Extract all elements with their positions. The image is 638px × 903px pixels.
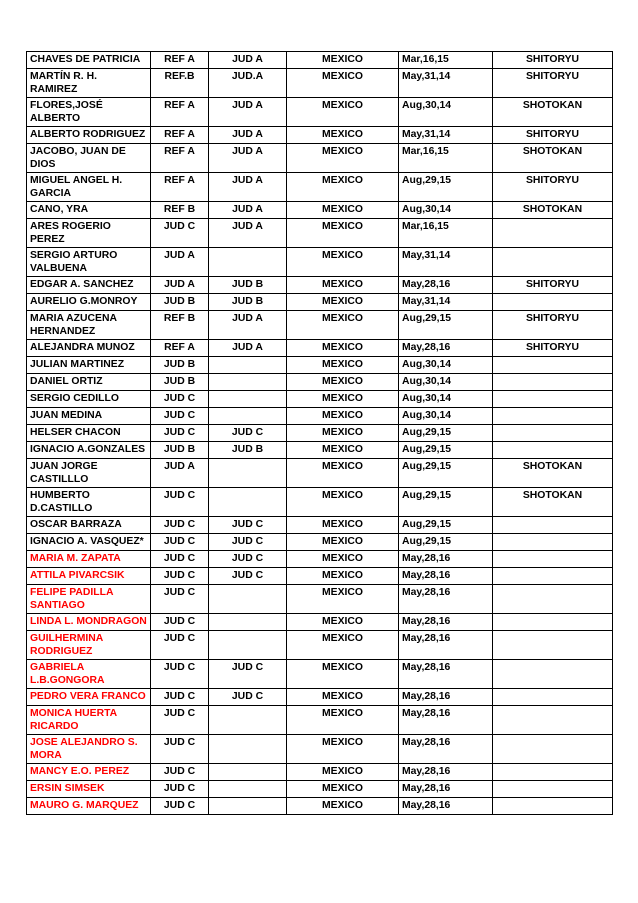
primary-rank-cell: JUD B xyxy=(151,374,209,391)
primary-rank-cell: JUD C xyxy=(151,798,209,815)
secondary-rank-cell: JUD C xyxy=(209,425,287,442)
exam-date-cell: Aug,30,14 xyxy=(399,98,493,127)
karate-style-cell xyxy=(493,614,613,631)
country-cell: MEXICO xyxy=(287,442,399,459)
karate-style-cell xyxy=(493,689,613,706)
referee-name-cell: ALEJANDRA MUNOZ xyxy=(27,340,151,357)
secondary-rank-cell xyxy=(209,614,287,631)
secondary-rank-cell xyxy=(209,798,287,815)
referee-name-cell: MARTÍN R. H. RAMIREZ xyxy=(27,69,151,98)
country-cell: MEXICO xyxy=(287,706,399,735)
country-cell: MEXICO xyxy=(287,127,399,144)
country-cell: MEXICO xyxy=(287,781,399,798)
country-cell: MEXICO xyxy=(287,689,399,706)
karate-style-cell: SHITORYU xyxy=(493,311,613,340)
primary-rank-cell: JUD B xyxy=(151,294,209,311)
secondary-rank-cell xyxy=(209,488,287,517)
table-row xyxy=(27,340,613,357)
country-cell: MEXICO xyxy=(287,357,399,374)
referee-name-cell: MAURO G. MARQUEZ xyxy=(27,798,151,815)
country-cell: MEXICO xyxy=(287,52,399,69)
secondary-rank-cell: JUD B xyxy=(209,277,287,294)
karate-style-cell xyxy=(493,357,613,374)
referee-name-cell: SERGIO ARTURO VALBUENA xyxy=(27,248,151,277)
exam-date-cell: Aug,29,15 xyxy=(399,173,493,202)
karate-style-cell xyxy=(493,408,613,425)
referee-name-cell: MANCY E.O. PEREZ xyxy=(27,764,151,781)
secondary-rank-cell: JUD A xyxy=(209,173,287,202)
exam-date-cell: Aug,30,14 xyxy=(399,408,493,425)
karate-style-cell: SHOTOKAN xyxy=(493,488,613,517)
country-cell: MEXICO xyxy=(287,425,399,442)
primary-rank-cell: REF A xyxy=(151,127,209,144)
primary-rank-cell: JUD B xyxy=(151,357,209,374)
primary-rank-cell: JUD C xyxy=(151,534,209,551)
exam-date-cell: Aug,29,15 xyxy=(399,311,493,340)
referee-name-cell: JUAN JORGE CASTILLLO xyxy=(27,459,151,488)
exam-date-cell: May,28,16 xyxy=(399,614,493,631)
secondary-rank-cell xyxy=(209,357,287,374)
primary-rank-cell: JUD C xyxy=(151,517,209,534)
country-cell: MEXICO xyxy=(287,202,399,219)
primary-rank-cell: JUD C xyxy=(151,706,209,735)
country-cell: MEXICO xyxy=(287,248,399,277)
exam-date-cell: Aug,29,15 xyxy=(399,442,493,459)
referee-name-cell: FELIPE PADILLA SANTIAGO xyxy=(27,585,151,614)
referee-name-cell: ERSIN SIMSEK xyxy=(27,781,151,798)
table-row xyxy=(27,408,613,425)
referee-name-cell: IGNACIO A. VASQUEZ* xyxy=(27,534,151,551)
table-row xyxy=(27,294,613,311)
secondary-rank-cell: JUD C xyxy=(209,689,287,706)
country-cell: MEXICO xyxy=(287,614,399,631)
exam-date-cell: May,28,16 xyxy=(399,735,493,764)
exam-date-cell: Aug,30,14 xyxy=(399,202,493,219)
referee-name-cell: HUMBERTO D.CASTILLO xyxy=(27,488,151,517)
karate-style-cell xyxy=(493,425,613,442)
primary-rank-cell: REF A xyxy=(151,144,209,173)
referee-name-cell: ARES ROGERIO PEREZ xyxy=(27,219,151,248)
referee-name-cell: LINDA L. MONDRAGON xyxy=(27,614,151,631)
country-cell: MEXICO xyxy=(287,144,399,173)
table-row xyxy=(27,798,613,815)
primary-rank-cell: JUD C xyxy=(151,614,209,631)
country-cell: MEXICO xyxy=(287,488,399,517)
primary-rank-cell: JUD C xyxy=(151,585,209,614)
karate-style-cell: SHITORYU xyxy=(493,173,613,202)
table-row xyxy=(27,568,613,585)
table-row xyxy=(27,277,613,294)
table-row xyxy=(27,781,613,798)
referee-name-cell: MARIA M. ZAPATA xyxy=(27,551,151,568)
table-row xyxy=(27,534,613,551)
table-row xyxy=(27,585,613,614)
exam-date-cell: Mar,16,15 xyxy=(399,52,493,69)
primary-rank-cell: JUD C xyxy=(151,425,209,442)
table-row xyxy=(27,173,613,202)
secondary-rank-cell: JUD A xyxy=(209,52,287,69)
primary-rank-cell: REF.B xyxy=(151,69,209,98)
primary-rank-cell: JUD C xyxy=(151,551,209,568)
karate-style-cell xyxy=(493,764,613,781)
exam-date-cell: May,28,16 xyxy=(399,340,493,357)
exam-date-cell: May,28,16 xyxy=(399,706,493,735)
country-cell: MEXICO xyxy=(287,568,399,585)
secondary-rank-cell: JUD A xyxy=(209,98,287,127)
primary-rank-cell: JUD A xyxy=(151,459,209,488)
country-cell: MEXICO xyxy=(287,408,399,425)
referee-name-cell: SERGIO CEDILLO xyxy=(27,391,151,408)
exam-date-cell: May,28,16 xyxy=(399,764,493,781)
primary-rank-cell: JUD C xyxy=(151,689,209,706)
exam-date-cell: May,31,14 xyxy=(399,294,493,311)
table-row xyxy=(27,391,613,408)
exam-date-cell: May,28,16 xyxy=(399,689,493,706)
exam-date-cell: Aug,30,14 xyxy=(399,391,493,408)
referee-name-cell: JACOBO, JUAN DE DIOS xyxy=(27,144,151,173)
karate-style-cell xyxy=(493,391,613,408)
primary-rank-cell: REF A xyxy=(151,98,209,127)
primary-rank-cell: JUD C xyxy=(151,219,209,248)
secondary-rank-cell: JUD A xyxy=(209,340,287,357)
secondary-rank-cell: JUD C xyxy=(209,517,287,534)
primary-rank-cell: REF A xyxy=(151,52,209,69)
karate-style-cell: SHOTOKAN xyxy=(493,202,613,219)
secondary-rank-cell: JUD A xyxy=(209,202,287,219)
table-row xyxy=(27,248,613,277)
referee-table xyxy=(26,51,613,815)
referee-name-cell: ALBERTO RODRIGUEZ xyxy=(27,127,151,144)
table-row xyxy=(27,706,613,735)
referee-name-cell: FLORES,JOSÉ ALBERTO xyxy=(27,98,151,127)
country-cell: MEXICO xyxy=(287,277,399,294)
country-cell: MEXICO xyxy=(287,294,399,311)
country-cell: MEXICO xyxy=(287,340,399,357)
secondary-rank-cell: JUD B xyxy=(209,442,287,459)
country-cell: MEXICO xyxy=(287,551,399,568)
table-row xyxy=(27,144,613,173)
exam-date-cell: May,28,16 xyxy=(399,551,493,568)
table-row xyxy=(27,202,613,219)
country-cell: MEXICO xyxy=(287,798,399,815)
table-row xyxy=(27,689,613,706)
exam-date-cell: May,28,16 xyxy=(399,631,493,660)
referee-name-cell: ATTILA PIVARCSIK xyxy=(27,568,151,585)
referee-name-cell: MARIA AZUCENA HERNANDEZ xyxy=(27,311,151,340)
karate-style-cell: SHITORYU xyxy=(493,127,613,144)
referee-name-cell: OSCAR BARRAZA xyxy=(27,517,151,534)
primary-rank-cell: JUD C xyxy=(151,568,209,585)
karate-style-cell: SHOTOKAN xyxy=(493,144,613,173)
country-cell: MEXICO xyxy=(287,219,399,248)
table-row xyxy=(27,357,613,374)
karate-style-cell: SHITORYU xyxy=(493,52,613,69)
referee-name-cell: MIGUEL ANGEL H. GARCIA xyxy=(27,173,151,202)
primary-rank-cell: JUD C xyxy=(151,735,209,764)
karate-style-cell xyxy=(493,248,613,277)
table-row xyxy=(27,459,613,488)
primary-rank-cell: JUD C xyxy=(151,660,209,689)
primary-rank-cell: REF B xyxy=(151,311,209,340)
exam-date-cell: Aug,30,14 xyxy=(399,357,493,374)
country-cell: MEXICO xyxy=(287,69,399,98)
exam-date-cell: Aug,29,15 xyxy=(399,534,493,551)
karate-style-cell xyxy=(493,585,613,614)
exam-date-cell: May,28,16 xyxy=(399,585,493,614)
secondary-rank-cell: JUD C xyxy=(209,568,287,585)
karate-style-cell xyxy=(493,706,613,735)
secondary-rank-cell: JUD A xyxy=(209,311,287,340)
karate-style-cell xyxy=(493,568,613,585)
primary-rank-cell: REF A xyxy=(151,340,209,357)
secondary-rank-cell: JUD C xyxy=(209,660,287,689)
karate-style-cell xyxy=(493,294,613,311)
exam-date-cell: Mar,16,15 xyxy=(399,219,493,248)
table-row xyxy=(27,735,613,764)
karate-style-cell xyxy=(493,517,613,534)
table-row xyxy=(27,551,613,568)
country-cell: MEXICO xyxy=(287,585,399,614)
secondary-rank-cell: JUD C xyxy=(209,551,287,568)
table-row xyxy=(27,660,613,689)
karate-style-cell: SHITORYU xyxy=(493,69,613,98)
secondary-rank-cell: JUD A xyxy=(209,127,287,144)
exam-date-cell: Aug,29,15 xyxy=(399,459,493,488)
secondary-rank-cell: JUD C xyxy=(209,534,287,551)
secondary-rank-cell xyxy=(209,735,287,764)
karate-style-cell xyxy=(493,781,613,798)
karate-style-cell xyxy=(493,735,613,764)
referee-name-cell: GUILHERMINA RODRIGUEZ xyxy=(27,631,151,660)
table-row xyxy=(27,219,613,248)
karate-style-cell xyxy=(493,631,613,660)
country-cell: MEXICO xyxy=(287,391,399,408)
exam-date-cell: Aug,29,15 xyxy=(399,517,493,534)
secondary-rank-cell: JUD A xyxy=(209,144,287,173)
primary-rank-cell: JUD C xyxy=(151,631,209,660)
referee-name-cell: CANO, YRA xyxy=(27,202,151,219)
karate-style-cell xyxy=(493,219,613,248)
table-row xyxy=(27,311,613,340)
exam-date-cell: Aug,29,15 xyxy=(399,488,493,517)
primary-rank-cell: REF A xyxy=(151,173,209,202)
karate-style-cell xyxy=(493,551,613,568)
table-row xyxy=(27,374,613,391)
primary-rank-cell: JUD A xyxy=(151,248,209,277)
referee-name-cell: PEDRO VERA FRANCO xyxy=(27,689,151,706)
secondary-rank-cell: JUD B xyxy=(209,294,287,311)
table-row xyxy=(27,127,613,144)
exam-date-cell: Aug,29,15 xyxy=(399,425,493,442)
exam-date-cell: Mar,16,15 xyxy=(399,144,493,173)
secondary-rank-cell xyxy=(209,781,287,798)
country-cell: MEXICO xyxy=(287,631,399,660)
secondary-rank-cell xyxy=(209,631,287,660)
karate-style-cell: SHOTOKAN xyxy=(493,459,613,488)
exam-date-cell: May,31,14 xyxy=(399,248,493,277)
table-row xyxy=(27,631,613,660)
karate-style-cell xyxy=(493,798,613,815)
table-row xyxy=(27,69,613,98)
secondary-rank-cell xyxy=(209,408,287,425)
referee-name-cell: EDGAR A. SANCHEZ xyxy=(27,277,151,294)
country-cell: MEXICO xyxy=(287,374,399,391)
referee-name-cell: JULIAN MARTINEZ xyxy=(27,357,151,374)
karate-style-cell xyxy=(493,442,613,459)
exam-date-cell: May,28,16 xyxy=(399,781,493,798)
exam-date-cell: May,28,16 xyxy=(399,277,493,294)
country-cell: MEXICO xyxy=(287,459,399,488)
exam-date-cell: May,31,14 xyxy=(399,69,493,98)
country-cell: MEXICO xyxy=(287,764,399,781)
referee-table-body xyxy=(27,52,613,815)
table-row xyxy=(27,614,613,631)
exam-date-cell: May,28,16 xyxy=(399,660,493,689)
table-row xyxy=(27,425,613,442)
table-row xyxy=(27,764,613,781)
referee-name-cell: GABRIELA L.B.GONGORA xyxy=(27,660,151,689)
table-row xyxy=(27,517,613,534)
secondary-rank-cell xyxy=(209,248,287,277)
referee-name-cell: JOSE ALEJANDRO S. MORA xyxy=(27,735,151,764)
primary-rank-cell: JUD C xyxy=(151,781,209,798)
referee-name-cell: DANIEL ORTIZ xyxy=(27,374,151,391)
country-cell: MEXICO xyxy=(287,517,399,534)
table-row xyxy=(27,52,613,69)
secondary-rank-cell xyxy=(209,585,287,614)
karate-style-cell: SHITORYU xyxy=(493,277,613,294)
country-cell: MEXICO xyxy=(287,534,399,551)
karate-style-cell xyxy=(493,660,613,689)
exam-date-cell: May,31,14 xyxy=(399,127,493,144)
referee-name-cell: AURELIO G.MONROY xyxy=(27,294,151,311)
primary-rank-cell: JUD B xyxy=(151,442,209,459)
primary-rank-cell: JUD C xyxy=(151,764,209,781)
referee-name-cell: IGNACIO A.GONZALES xyxy=(27,442,151,459)
secondary-rank-cell: JUD.A xyxy=(209,69,287,98)
secondary-rank-cell xyxy=(209,706,287,735)
referee-name-cell: CHAVES DE PATRICIA xyxy=(27,52,151,69)
primary-rank-cell: REF B xyxy=(151,202,209,219)
secondary-rank-cell xyxy=(209,391,287,408)
secondary-rank-cell: JUD A xyxy=(209,219,287,248)
country-cell: MEXICO xyxy=(287,98,399,127)
karate-style-cell xyxy=(493,374,613,391)
primary-rank-cell: JUD C xyxy=(151,408,209,425)
secondary-rank-cell xyxy=(209,459,287,488)
referee-name-cell: JUAN MEDINA xyxy=(27,408,151,425)
karate-style-cell: SHOTOKAN xyxy=(493,98,613,127)
primary-rank-cell: JUD C xyxy=(151,488,209,517)
karate-style-cell: SHITORYU xyxy=(493,340,613,357)
secondary-rank-cell xyxy=(209,374,287,391)
exam-date-cell: Aug,30,14 xyxy=(399,374,493,391)
exam-date-cell: May,28,16 xyxy=(399,568,493,585)
primary-rank-cell: JUD A xyxy=(151,277,209,294)
secondary-rank-cell xyxy=(209,764,287,781)
table-row xyxy=(27,488,613,517)
table-row xyxy=(27,98,613,127)
country-cell: MEXICO xyxy=(287,173,399,202)
country-cell: MEXICO xyxy=(287,660,399,689)
exam-date-cell: May,28,16 xyxy=(399,798,493,815)
karate-style-cell xyxy=(493,534,613,551)
country-cell: MEXICO xyxy=(287,735,399,764)
referee-name-cell: MONICA HUERTA RICARDO xyxy=(27,706,151,735)
table-row xyxy=(27,442,613,459)
country-cell: MEXICO xyxy=(287,311,399,340)
primary-rank-cell: JUD C xyxy=(151,391,209,408)
referee-name-cell: HELSER CHACON xyxy=(27,425,151,442)
